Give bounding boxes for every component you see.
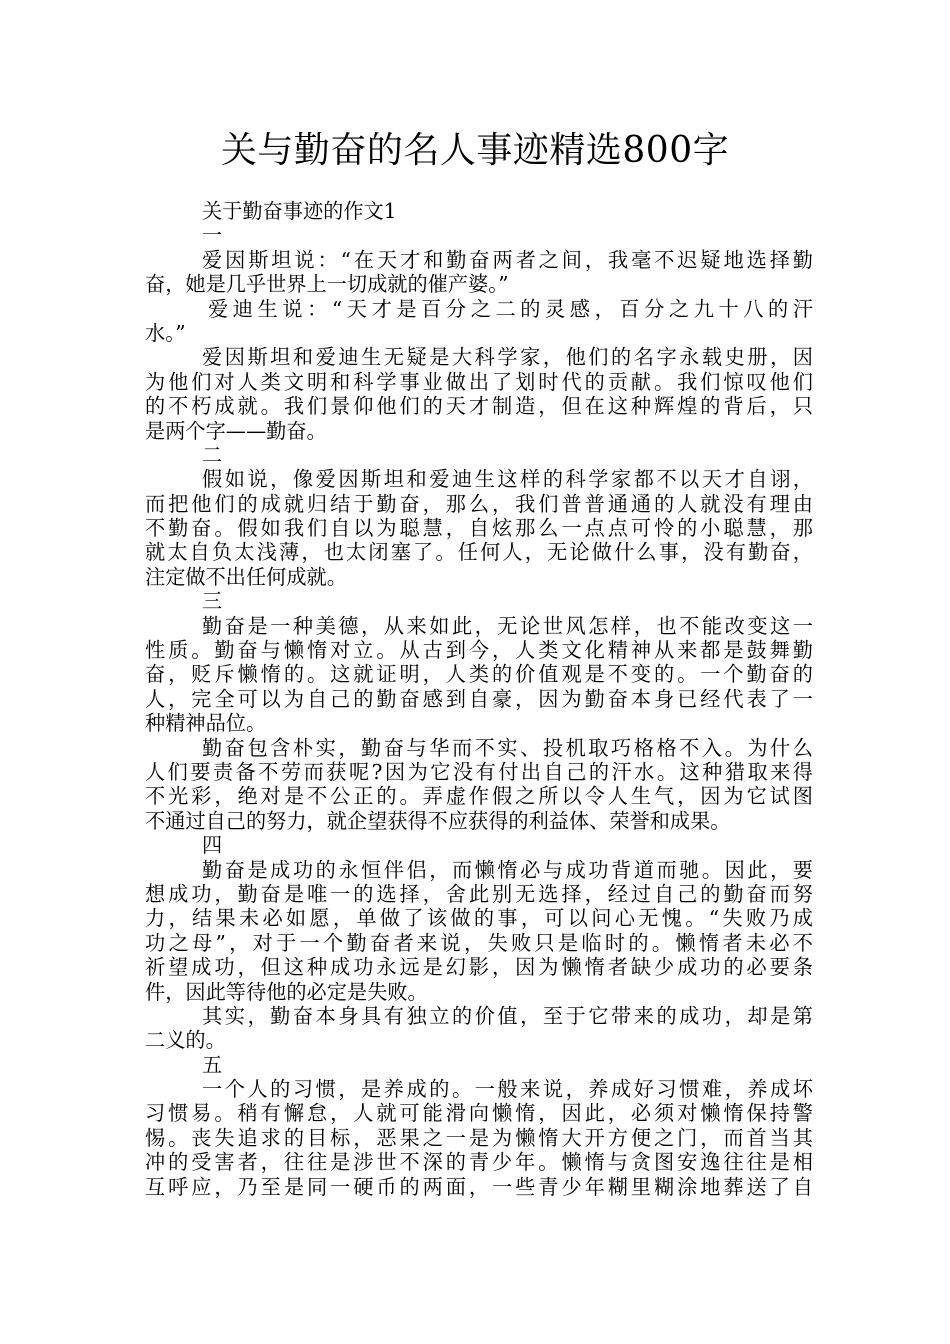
text-line: 功之母”，对于一个勤奋者来说，失败只是临时的。懒惰者未必不 [145,930,813,955]
text-line: 假如说，像爱因斯坦和爱迪生这样的科学家都不以天才自诩， [202,467,813,492]
text-line: 性质。勤奋与懒惰对立。从古到今，人类文化精神从来都是鼓舞勤 [145,638,813,663]
text-line: 二义的。 [145,1028,226,1053]
text-line: 不勤奋。假如我们自以为聪慧，自炫那么一点点可怜的小聪慧，那 [145,516,813,541]
text-line: 奋，贬斥懒惰的。这就证明，人类的价值观是不变的。一个勤奋的 [145,662,813,687]
text-line: 种精神品位。 [145,711,267,736]
text-line: 奋，她是几乎世界上一切成就的催产婆。” [145,272,509,297]
text-line: 不光彩，绝对是不公正的。弄虚作假之所以令人生气，因为它试图 [145,784,813,809]
text-line: 三 [202,589,223,614]
text-line: 注定做不出任何成就。 [145,564,347,589]
text-line: 爱因斯坦说：“在天才和勤奋两者之间，我毫不迟疑地选择勤 [202,247,813,272]
text-line: 互呼应，乃至是同一硬币的两面，一些青少年糊里糊涂地葬送了自 [145,1174,813,1199]
text-line: 为他们对人类文明和科学事业做出了划时代的贡献。我们惊叹他们 [145,369,813,394]
text-line: 一个人的习惯，是养成的。一般来说，养成好习惯难，养成坏 [202,1077,813,1102]
text-line: 惕。丧失追求的目标，恶果之一是为懒惰大开方便之门，而首当其 [145,1125,813,1150]
text-line: 习惯易。稍有懈怠，人就可能滑向懒惰，因此，必须对懒惰保持警 [145,1101,813,1126]
text-line: 二 [202,442,223,467]
text-line: 其实，勤奋本身具有独立的价值，至于它带来的成功，却是第 [202,1003,813,1028]
text-line: 勤奋是成功的永恒伴侣，而懒惰必与成功背道而驰。因此，要 [202,857,813,882]
text-line: 五 [202,1052,223,1077]
text-line: 力，结果未必如愿，单做了该做的事，可以问心无愧。“失败乃成 [145,906,813,931]
text-line: 四 [202,833,223,858]
text-line: 件，因此等待他的必定是失败。 [145,979,428,1004]
text-line: 勤奋包含朴实，勤奋与华而不实、投机取巧格格不入。为什么 [202,735,813,760]
document-title: 关与勤奋的名人事迹精选800字 [220,130,730,171]
text-line: 不通过自己的努力，就企望获得不应获得的利益体、荣誉和成果。 [145,808,731,833]
text-line: 爱迪生说：“天才是百分之二的灵感，百分之九十八的汗 [208,296,813,321]
text-line: 而把他们的成就归结于勤奋，那么，我们普普通通的人就没有理由 [145,491,813,516]
text-line: 想成功，勤奋是唯一的选择，舍此别无选择，经过自己的勤奋而努 [145,881,813,906]
text-line: 人，完全可以为自己的勤奋感到自豪，因为勤奋本身已经代表了一 [145,686,813,711]
text-line: 人们要责备不劳而获呢?因为它没有付出自己的汗水。这种猎取来得 [145,759,813,784]
text-line: 就太自负太浅薄，也太闭塞了。任何人，无论做什么事，没有勤奋， [145,540,813,565]
text-line: 爱因斯坦和爱迪生无疑是大科学家，他们的名字永载史册，因 [202,345,813,370]
document-body [145,199,813,1199]
text-line: 祈望成功，但这种成功永远是幻影，因为懒惰者缺少成功的必要条 [145,955,813,980]
text-line: 勤奋是一种美德，从来如此，无论世风怎样，也不能改变这一 [202,613,813,638]
text-line: 水。” [145,320,186,345]
text-line: 是两个字——勤奋。 [145,418,327,443]
text-line: 冲的受害者，往往是涉世不深的青少年。懒惰与贪图安逸往往是相 [145,1150,813,1175]
text-line: 的不朽成就。我们景仰他们的天才制造，但在这种辉煌的背后，只 [145,394,813,419]
text-line: 关于勤奋事迹的作文1 [202,199,397,223]
text-line: 一 [202,223,223,248]
